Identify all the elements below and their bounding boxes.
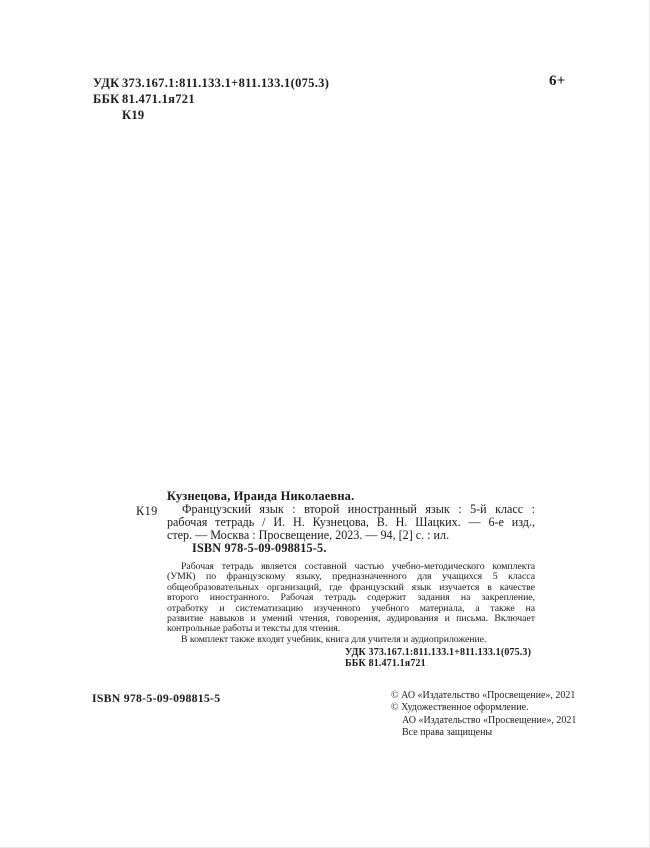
text-line: второго иностранного. Рабочая тетрадь содержит задания на закрепление, — [167, 592, 535, 604]
catalogue-card — [136, 489, 535, 669]
udk-line — [93, 75, 329, 91]
text-line: стер. — Москва : Просвещение, 2023. — 94, [2] с. : ил. — [167, 528, 450, 542]
text-line: Рабочая тетрадь является составной частью учебно-методического комплекта — [181, 561, 535, 572]
bbk-label: ББК — [93, 92, 120, 106]
bbk-value: 81.471.1я721 — [122, 92, 195, 106]
card-classification — [345, 648, 535, 669]
annotation-text — [167, 562, 535, 645]
text-line: развитие навыков и умений чтения, говорения, аудирования и письма. Включает — [167, 613, 535, 625]
udk-label: УДК — [93, 76, 120, 90]
udk-value: 373.167.1:811.133.1+811.133.1(075.3) — [122, 76, 330, 90]
author-code: К19 — [122, 108, 145, 122]
text-line: В комплект также входят учебник, книга для учителя и аудиоприложение. — [181, 633, 487, 645]
text-line: © АО «Издательство «Просвещение», 2021 — [391, 690, 576, 701]
author-name: Кузнецова, Ираида Николаевна. — [167, 489, 355, 503]
text-line: общеобразовательных организаций, где французский язык изучается в качестве — [167, 581, 535, 593]
bbk-line — [93, 91, 329, 107]
author-code-spacer — [93, 107, 122, 123]
text-line: (УМК) по французскому языку, предназначенного для учащихся 5 класса — [167, 571, 535, 583]
copyright-block — [391, 690, 596, 739]
card-udk-line: УДК 373.167.1:811.133.1+811.133.1(075.3) — [345, 647, 532, 659]
text-line: АО «Издательство «Просвещение», 2021 — [402, 714, 577, 726]
text-line: отработку и систематизацию изученного учебного материала, а также на — [167, 602, 535, 614]
text-line: Все права защищены — [402, 726, 493, 738]
footer-isbn: ISBN 978-5-09-098815-5 — [92, 691, 221, 705]
card-author-code: К19 — [136, 504, 158, 518]
text-line: рабочая тетрадь / И. Н. Кузнецова, В. Н. Шацких. — 6-е изд., — [167, 515, 535, 529]
classification-block — [93, 75, 329, 123]
bibliographic-description — [167, 503, 535, 542]
card-isbn: ISBN 978-5-09-098815-5. — [192, 541, 327, 555]
text-line: контрольные работы и тексты для чтения. — [167, 623, 341, 635]
card-bbk-line: ББК 81.471.1я721 — [345, 657, 426, 669]
author-code-line — [93, 107, 329, 123]
text-line: Французский язык : второй иностранный язык : 5-й класс : — [182, 502, 535, 516]
age-rating-badge: 6+ — [549, 73, 566, 89]
text-line: © Художественное оформление. — [391, 702, 529, 714]
